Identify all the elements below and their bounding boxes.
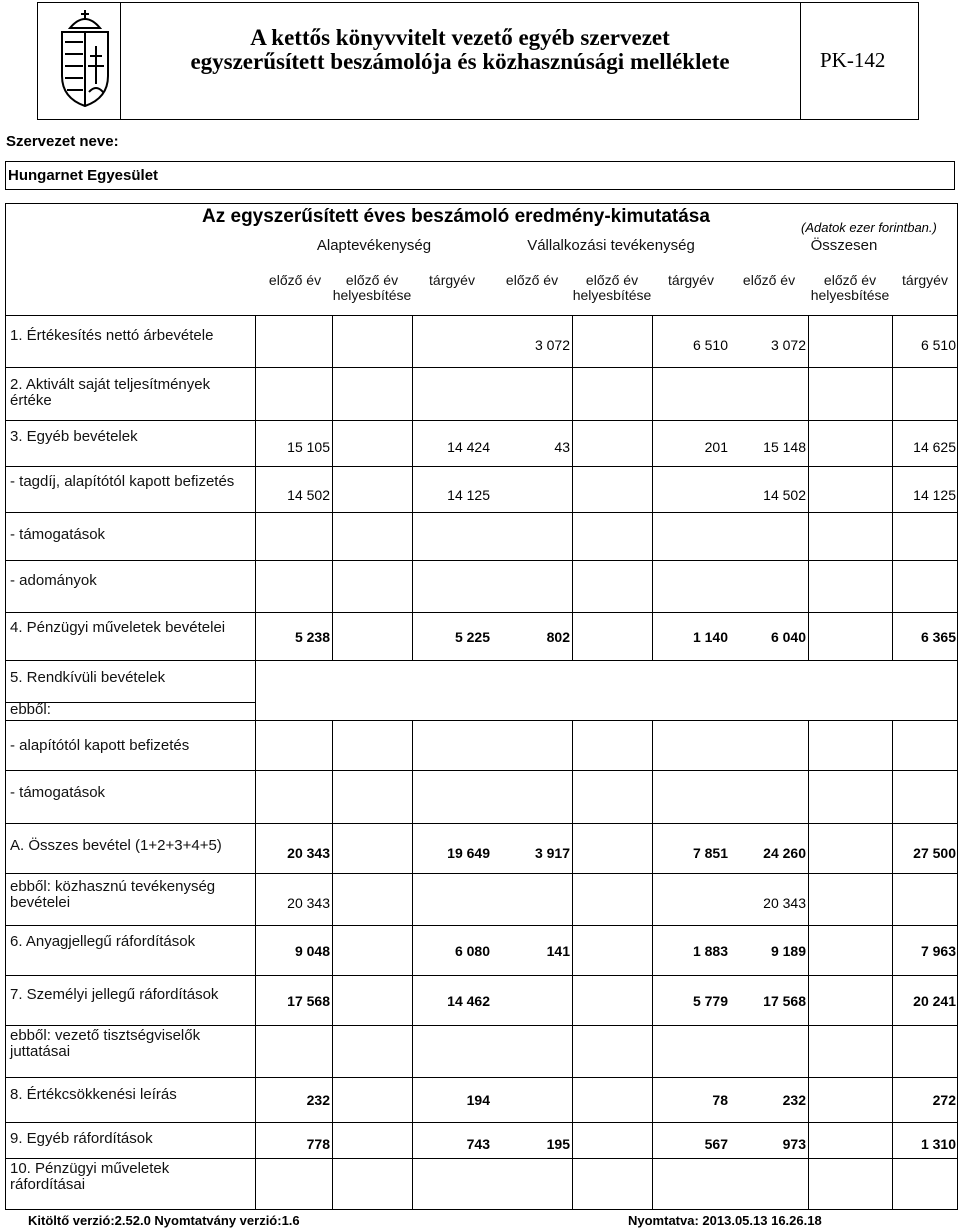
grid-line (332, 1025, 333, 1077)
grid-line (808, 512, 809, 560)
table-cell-value: 15 105 (287, 439, 330, 455)
grid-line (5, 420, 958, 421)
grid-line (652, 367, 653, 420)
grid-line (572, 975, 573, 1025)
org-name-value: Hungarnet Egyesület (8, 167, 159, 184)
grid-line (332, 823, 333, 873)
grid-line (5, 1158, 958, 1159)
grid-line (808, 1158, 809, 1210)
row-label: 3. Egyéb bevételek (10, 428, 138, 445)
table-cell-value: 802 (546, 629, 570, 645)
grid-line (412, 466, 413, 512)
grid-line (572, 823, 573, 873)
table-cell-value: 1 310 (920, 1136, 956, 1152)
table-cell-value: 17 568 (287, 993, 330, 1009)
table-cell-value: 1 883 (692, 943, 728, 959)
grid-line (332, 512, 333, 560)
table-cell-value: 14 462 (447, 993, 490, 1009)
grid-line (572, 770, 573, 823)
grid-line (652, 873, 653, 925)
table-cell-value: 1 140 (692, 629, 728, 645)
grid-line (332, 315, 333, 367)
grid-line (572, 1077, 573, 1122)
grid-line (572, 466, 573, 512)
grid-line (332, 420, 333, 466)
column-header: előző év (268, 272, 322, 288)
grid-line (892, 367, 893, 420)
grid-line (5, 873, 958, 874)
grid-line (652, 512, 653, 560)
table-cell-value: 14 502 (287, 487, 330, 503)
table-cell-value: 232 (306, 1092, 330, 1108)
form-title-line2: egyszerűsített beszámolója és közhasznúsági melléklete (190, 49, 730, 74)
column-header: tárgyév (429, 272, 475, 288)
grid-line (332, 873, 333, 925)
group-header-osszesen: Összesen (810, 237, 878, 254)
table-cell-value: 3 072 (770, 337, 806, 353)
column-header: előző év helyesbítése (810, 272, 890, 303)
table-cell-value: 3 917 (534, 845, 570, 861)
grid-line (412, 612, 413, 660)
grid-line (808, 1122, 809, 1158)
table-cell-value: 78 (712, 1092, 728, 1108)
grid-line (5, 770, 958, 771)
table-cell-value: 43 (554, 439, 570, 455)
grid-line (808, 315, 809, 367)
grid-line (332, 1077, 333, 1122)
grid-line (652, 466, 653, 512)
version-info: Kitöltő verzió:2.52.0 Nyomtatvány verzió:1.6 (28, 1213, 300, 1228)
grid-line (892, 560, 893, 612)
table-cell-value: 272 (932, 1092, 956, 1108)
grid-line (808, 823, 809, 873)
grid-line (572, 612, 573, 660)
table-cell-value: 27 500 (913, 845, 956, 861)
row-label: 4. Pénzügyi műveletek bevételei (10, 619, 226, 636)
grid-line (572, 1158, 573, 1210)
table-cell-value: 15 148 (763, 439, 806, 455)
grid-line (892, 512, 893, 560)
table-cell-value: 14 424 (447, 439, 490, 455)
grid-line (5, 1077, 958, 1078)
form-code: PK-142 (820, 48, 886, 72)
grid-line (332, 367, 333, 420)
table-cell-value: 6 365 (920, 629, 956, 645)
grid-line (652, 560, 653, 612)
row-label: ebből: (10, 701, 51, 718)
grid-line (5, 560, 958, 561)
row-label: - adományok (10, 572, 97, 589)
grid-line (5, 512, 958, 513)
table-cell-value: 194 (466, 1092, 490, 1108)
table-cell-value: 195 (546, 1136, 570, 1152)
grid-line (412, 1158, 413, 1210)
grid-line (808, 1025, 809, 1077)
group-header-alaptevekenyseg: Alaptevékenység (316, 237, 432, 254)
grid-line (5, 1122, 958, 1123)
statement-title: Az egyszerűsített éves beszámoló eredmény-kimutatása (202, 206, 710, 227)
column-header: előző év helyesbítése (572, 272, 652, 303)
unit-note: (Adatok ezer forintban.) (801, 220, 937, 235)
row-label: 9. Egyéb ráfordítások (10, 1130, 153, 1147)
grid-line (808, 770, 809, 823)
table-cell-value: 973 (782, 1136, 806, 1152)
grid-line (808, 560, 809, 612)
table-cell-value: 6 080 (454, 943, 490, 959)
grid-line (808, 720, 809, 770)
grid-line (572, 720, 573, 770)
grid-line (572, 925, 573, 975)
grid-line (892, 770, 893, 823)
grid-line (808, 420, 809, 466)
grid-line (412, 925, 413, 975)
table-cell-value: 20 343 (287, 895, 330, 911)
grid-line (808, 612, 809, 660)
grid-line (572, 420, 573, 466)
grid-line (652, 1025, 653, 1077)
table-cell-value: 7 963 (920, 943, 956, 959)
grid-line (572, 315, 573, 367)
grid-line (808, 925, 809, 975)
grid-line (5, 823, 958, 824)
table-cell-value: 5 779 (692, 993, 728, 1009)
grid-line (332, 1158, 333, 1210)
grid-line (5, 925, 958, 926)
row-label: 8. Értékcsökkenési leírás (10, 1086, 177, 1103)
grid-line (808, 367, 809, 420)
table-cell-value: 17 568 (763, 993, 806, 1009)
grid-line (892, 873, 893, 925)
grid-line (652, 1158, 653, 1210)
table-cell-value: 20 343 (763, 895, 806, 911)
grid-line (572, 367, 573, 420)
column-header: előző év helyesbítése (332, 272, 412, 303)
column-header: tárgyév (668, 272, 714, 288)
row-label: 10. Pénzügyi műveletek ráfordításai (10, 1160, 170, 1193)
row-label: A. Összes bevétel (1+2+3+4+5) (10, 837, 222, 854)
grid-line (572, 560, 573, 612)
grid-line (808, 1077, 809, 1122)
table-cell-value: 743 (466, 1136, 490, 1152)
grid-line (412, 720, 413, 770)
group-header-vallalkozasi: Vállalkozási tevékenység (527, 237, 695, 254)
grid-line (5, 720, 958, 721)
table-cell-value: 201 (704, 439, 728, 455)
table-cell-value: 567 (704, 1136, 728, 1152)
row-label: ebből: közhasznú tevékenység bevételei (10, 878, 216, 911)
grid-line (5, 1025, 958, 1026)
grid-line (5, 466, 958, 467)
grid-line (5, 975, 958, 976)
grid-line (332, 925, 333, 975)
row-label: - támogatások (10, 784, 106, 801)
grid-line (412, 873, 413, 925)
table-cell-value: 6 510 (692, 337, 728, 353)
table-cell-value: 3 072 (534, 337, 570, 353)
table-cell-value: 778 (306, 1136, 330, 1152)
table-cell-value: 6 040 (770, 629, 806, 645)
table-cell-value: 14 125 (913, 487, 956, 503)
table-cell-value: 6 510 (920, 337, 956, 353)
grid-line (572, 873, 573, 925)
grid-line (808, 975, 809, 1025)
table-cell-value: 20 343 (287, 845, 330, 861)
grid-line (892, 1025, 893, 1077)
row-label: - támogatások (10, 526, 106, 543)
row-label: 6. Anyagjellegű ráfordítások (10, 933, 196, 950)
grid-line (5, 367, 958, 368)
table-cell-value: 7 851 (692, 845, 728, 861)
row-label: ebből: vezető tisztségviselők juttatásai (10, 1027, 201, 1060)
form-title-line1: A kettős könyvvitelt vezető egyéb szervezet (250, 25, 670, 50)
grid-line (412, 560, 413, 612)
row-label: 1. Értékesítés nettó árbevétele (10, 327, 214, 344)
grid-line (412, 315, 413, 367)
table-cell-value: 14 125 (447, 487, 490, 503)
grid-line (412, 823, 413, 873)
grid-line (652, 770, 653, 823)
table-cell-value: 5 225 (454, 629, 490, 645)
grid-line (5, 612, 958, 613)
grid-line (572, 1025, 573, 1077)
grid-line (572, 1122, 573, 1158)
row-label: - alapítótól kapott befizetés (10, 737, 190, 754)
print-timestamp: Nyomtatva: 2013.05.13 16.26.18 (628, 1213, 822, 1228)
table-cell-value: 14 502 (763, 487, 806, 503)
grid-line (412, 367, 413, 420)
table-cell-value: 9 048 (294, 943, 330, 959)
row-label: 5. Rendkívüli bevételek (10, 669, 166, 686)
grid-line (5, 315, 958, 316)
table-cell-value: 19 649 (447, 845, 490, 861)
grid-line (892, 720, 893, 770)
grid-line (957, 315, 958, 1210)
column-header: előző év (505, 272, 559, 288)
table-cell-value: 141 (546, 943, 570, 959)
table-cell-value: 24 260 (763, 845, 806, 861)
column-header: tárgyév (902, 272, 948, 288)
grid-line (412, 420, 413, 466)
table-cell-value: 232 (782, 1092, 806, 1108)
grid-line (412, 1077, 413, 1122)
grid-line (332, 466, 333, 512)
grid-line (808, 466, 809, 512)
grid-line (412, 1122, 413, 1158)
grid-line (5, 660, 958, 661)
grid-line (332, 975, 333, 1025)
column-header: előző év (742, 272, 796, 288)
grid-line (332, 560, 333, 612)
grid-line (652, 720, 653, 770)
grid-line (412, 512, 413, 560)
grid-line (572, 512, 573, 560)
row-label: - tagdíj, alapítótól kapott befizetés (10, 473, 235, 490)
grid-line (332, 612, 333, 660)
table-cell-value: 5 238 (294, 629, 330, 645)
grid-line (412, 1025, 413, 1077)
row-label: 2. Aktivált saját teljesítmények értéke (10, 376, 211, 409)
grid-line (332, 770, 333, 823)
grid-line (412, 975, 413, 1025)
table-cell-value: 9 189 (770, 943, 806, 959)
coat-of-arms-icon (52, 6, 118, 110)
grid-line (332, 1122, 333, 1158)
grid-line (808, 873, 809, 925)
grid-line (412, 770, 413, 823)
grid-line (332, 720, 333, 770)
row-label: 7. Személyi jellegű ráfordítások (10, 986, 219, 1003)
table-cell-value: 14 625 (913, 439, 956, 455)
grid-line (892, 1158, 893, 1210)
table-cell-value: 20 241 (913, 993, 956, 1009)
org-name-label: Szervezet neve: (6, 133, 119, 150)
